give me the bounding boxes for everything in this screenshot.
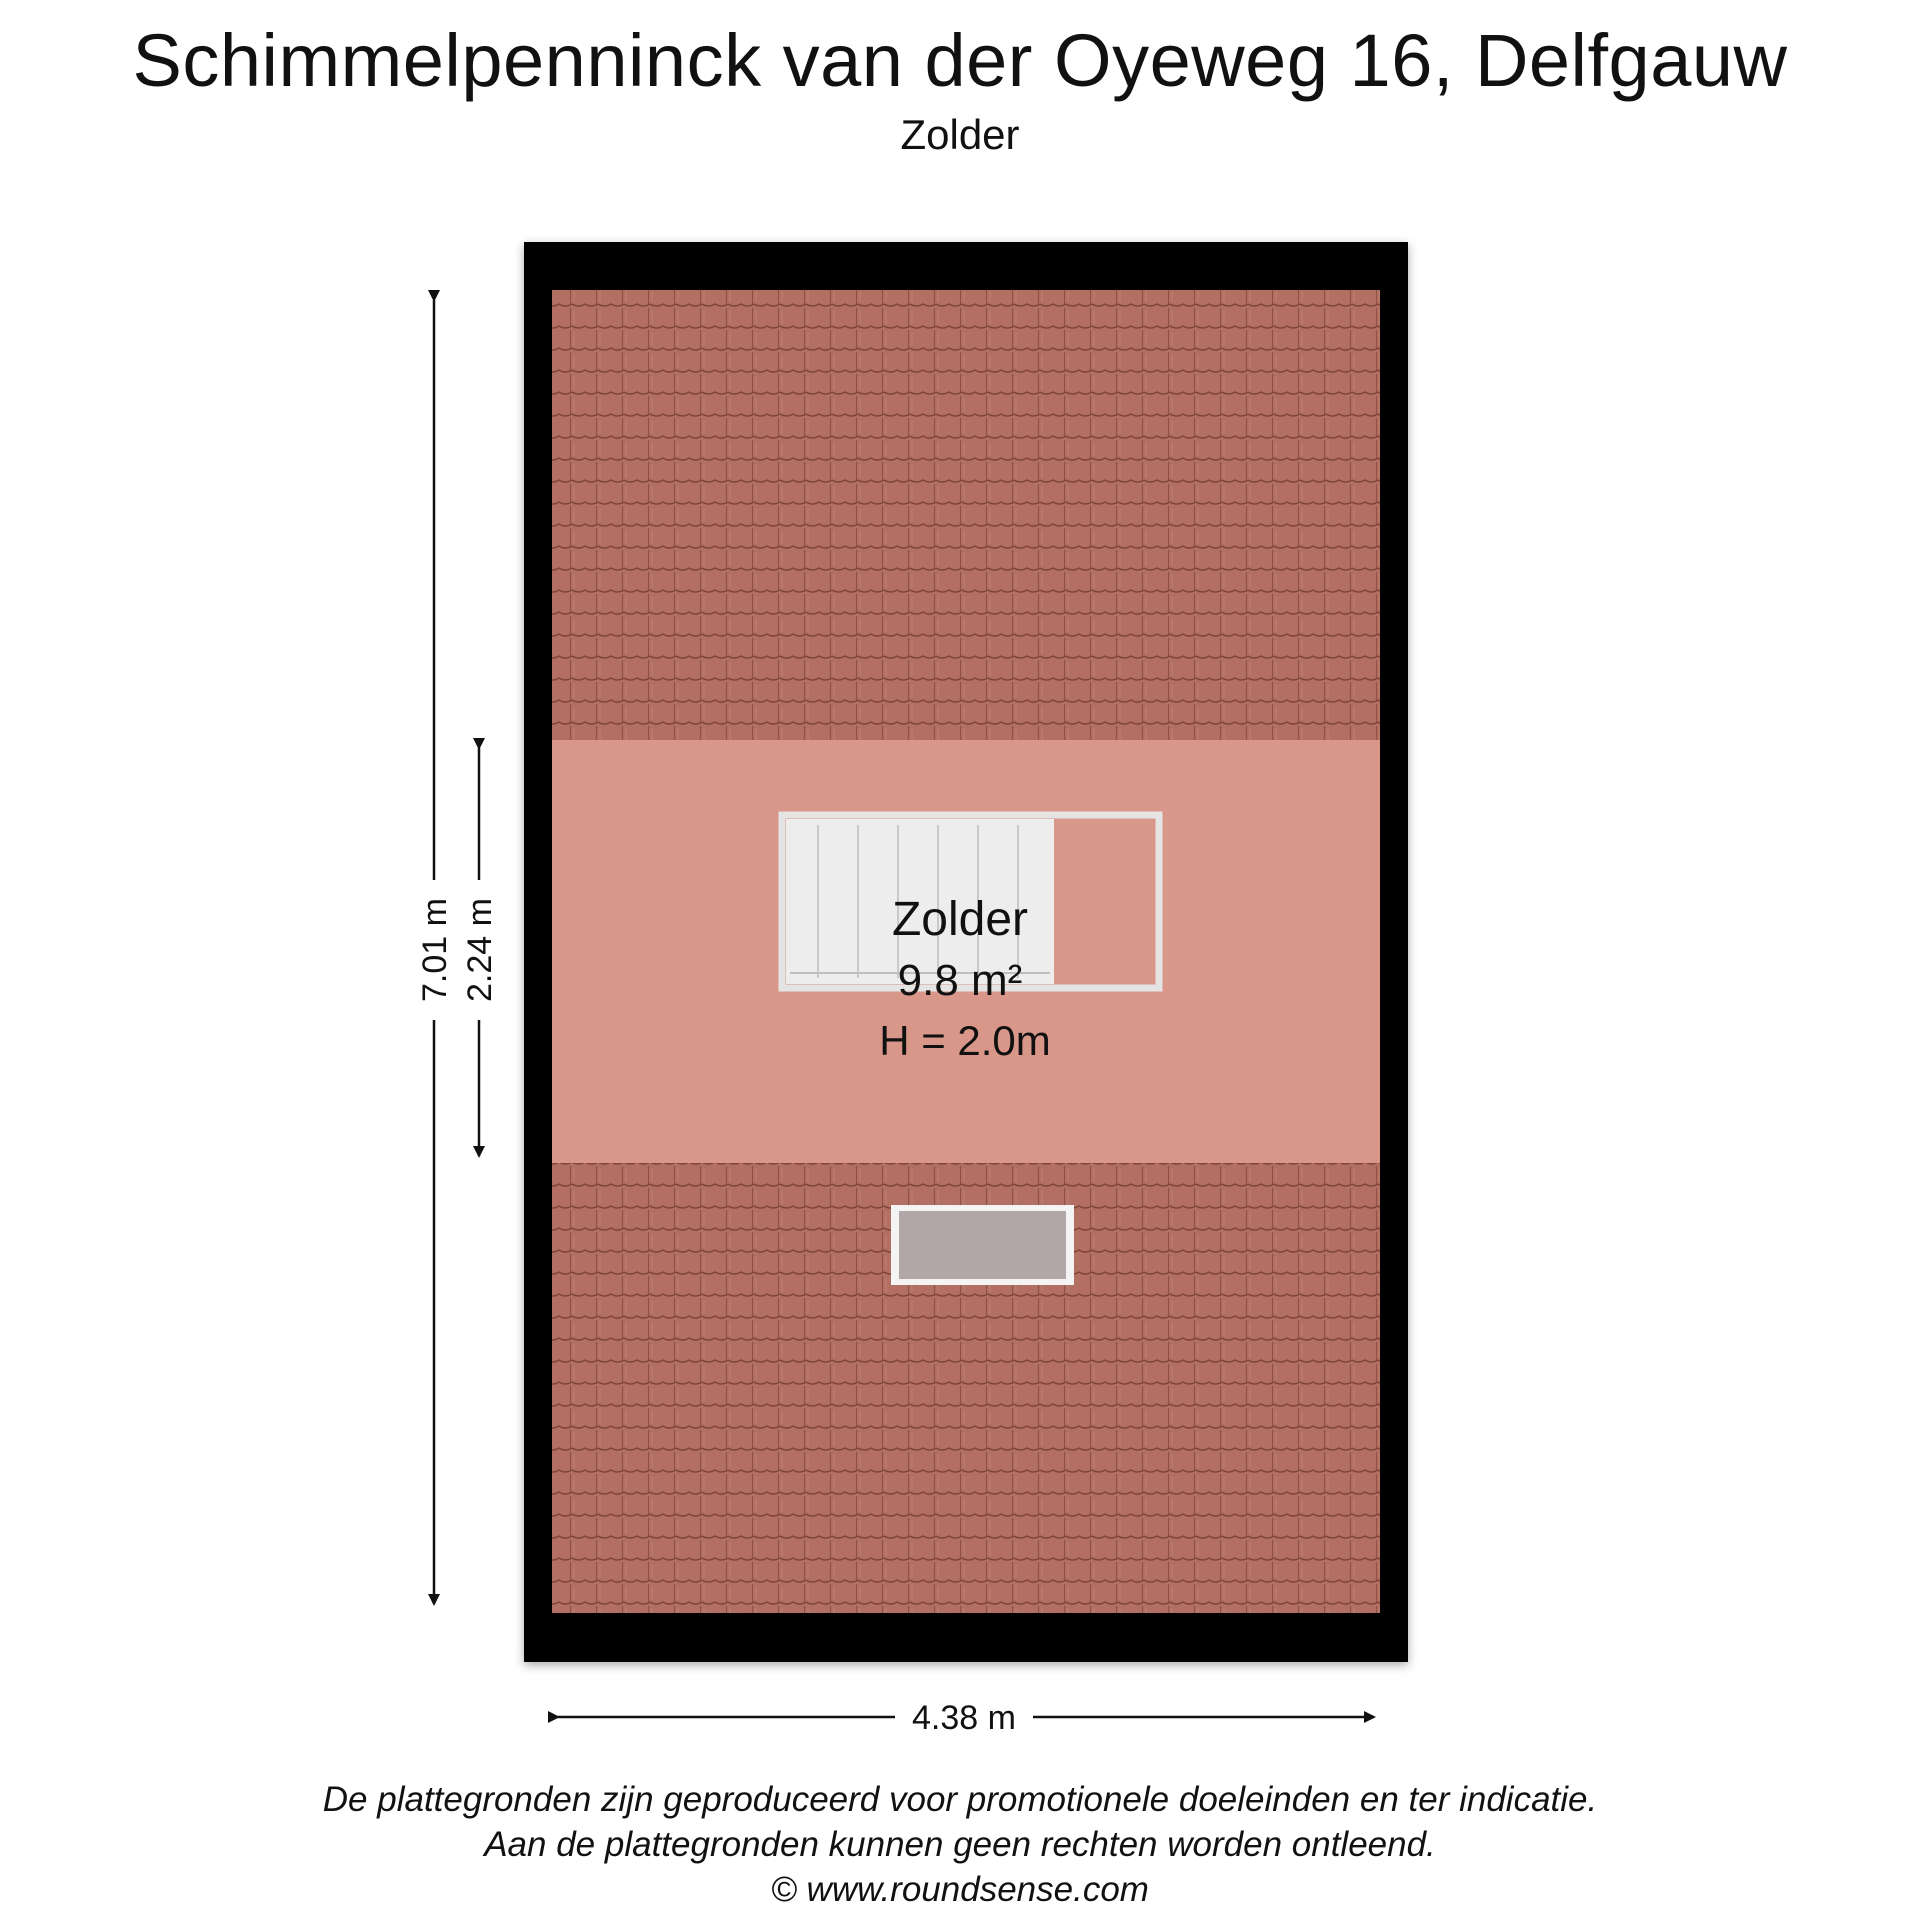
width-label: 4.38 m — [912, 1699, 1016, 1737]
total-depth-label: 7.01 m — [416, 898, 454, 1002]
room-height: H = 2.0m — [879, 1017, 1051, 1064]
plan-title: Schimmelpenninck van der Oyeweg 16, Delfgauw — [132, 19, 1788, 102]
dimension-usable-depth — [461, 748, 499, 1156]
disclaimer-line-2: Aan de plattegronden kunnen geen rechten worden ontleend. — [484, 1825, 1436, 1864]
floor-name: Zolder — [900, 111, 1020, 158]
usable-depth-label: 2.24 m — [461, 898, 499, 1002]
roof-top — [552, 290, 1380, 740]
disclaimer-line-1: De plattegronden zijn geproduceerd voor promotionele doeleinden en ter indicatie. — [322, 1780, 1598, 1819]
dimension-total-depth — [416, 300, 454, 1604]
room-area: 9.8 m² — [897, 956, 1023, 1005]
room-name: Zolder — [891, 893, 1029, 946]
skylight — [891, 1205, 1074, 1285]
copyright-link[interactable]: © www.roundsense.com — [771, 1870, 1149, 1909]
dimension-width — [558, 1699, 1374, 1737]
